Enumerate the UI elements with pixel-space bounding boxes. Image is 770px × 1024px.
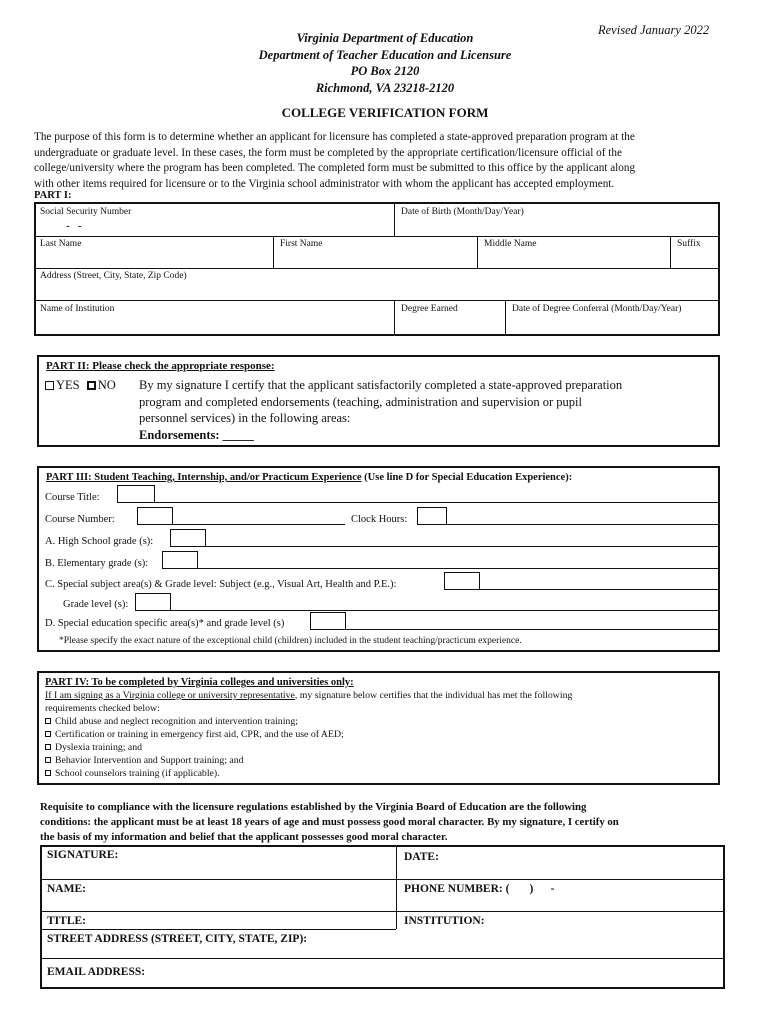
- conferral-input[interactable]: [509, 316, 716, 333]
- requirement-label: Behavior Intervention and Support training; and: [55, 755, 244, 766]
- underline: [171, 610, 718, 611]
- middle-name-label: Middle Name: [484, 239, 537, 249]
- dob-label: Date of Birth (Month/Day/Year): [401, 207, 524, 217]
- requirement-item[interactable]: [45, 754, 572, 767]
- underline: [173, 524, 345, 525]
- title-label: TITLE:: [47, 915, 86, 927]
- divider: [273, 237, 274, 268]
- part3-heading: PART III: Student Teaching, Internship, and/or Practicum Experience: [46, 472, 362, 483]
- requirement-item[interactable]: [45, 741, 572, 754]
- intro-line: undergraduate or graduate level. In these cases, the form must be completed by the appropriate certification/licensure official of the: [34, 146, 622, 159]
- degree-label: Degree Earned: [401, 304, 458, 314]
- date-label: DATE:: [404, 851, 439, 863]
- special-subject-input[interactable]: [444, 572, 480, 590]
- agency-line-1: Virginia Department of Education: [296, 31, 474, 45]
- divider: [477, 237, 478, 268]
- requirement-checkbox[interactable]: [45, 757, 51, 763]
- divider: [41, 879, 724, 880]
- underline: [198, 568, 718, 569]
- special-ed-label: D. Special education specific area(s)* and grade level (s): [45, 618, 285, 629]
- part4-heading: PART IV: To be completed by Virginia colleges and universities only:: [45, 677, 354, 688]
- requirement-checkbox[interactable]: [45, 744, 51, 750]
- cert-line: personnel services) in the following areas:: [139, 411, 351, 425]
- special-ed-input[interactable]: [310, 612, 346, 630]
- requirement-item[interactable]: [45, 728, 572, 741]
- divider: [670, 237, 671, 268]
- no-option[interactable]: [87, 378, 116, 392]
- divider: [41, 911, 724, 912]
- first-name-input[interactable]: [277, 250, 474, 266]
- high-school-input[interactable]: [170, 529, 206, 547]
- underline: [155, 502, 718, 503]
- part2-certification: [139, 377, 719, 443]
- last-name-label: Last Name: [40, 239, 82, 249]
- institution-label: Name of Institution: [40, 304, 115, 314]
- intro-line: The purpose of this form is to determine whether an applicant for licensure has completed a state-approved preparation program at the: [34, 131, 635, 143]
- divider: [505, 301, 506, 335]
- institution-input[interactable]: [38, 316, 391, 333]
- part4-intro: [45, 689, 572, 702]
- course-title-input[interactable]: [117, 485, 155, 503]
- middle-name-input[interactable]: [481, 250, 667, 266]
- underline: [206, 546, 718, 547]
- grade-level-label: Grade level (s):: [63, 599, 129, 610]
- elementary-label: B. Elementary grade (s):: [45, 558, 149, 569]
- requirement-checkbox[interactable]: [45, 731, 51, 737]
- revised-date: Revised January 2022: [598, 23, 710, 37]
- part4-intro-2: requirements checked below:: [45, 703, 160, 714]
- endorsements-field[interactable]: Endorsements: _____: [139, 427, 254, 442]
- yes-no-options: [45, 378, 116, 393]
- no-checkbox[interactable]: [87, 381, 96, 390]
- elementary-input[interactable]: [162, 551, 198, 569]
- first-name-label: First Name: [280, 239, 323, 249]
- underline: [480, 589, 718, 590]
- course-number-label: Course Number:: [45, 514, 115, 525]
- date-input[interactable]: [445, 849, 720, 875]
- divider: [396, 846, 397, 929]
- part1-heading: PART I:: [34, 190, 72, 201]
- yes-checkbox[interactable]: [45, 381, 54, 390]
- phone-label: PHONE NUMBER: ( ) -: [404, 883, 555, 895]
- high-school-label: A. High School grade (s):: [45, 536, 154, 547]
- institution-sig-input[interactable]: [495, 913, 720, 953]
- name-label: NAME:: [47, 883, 86, 895]
- cert-line: By my signature I certify that the applicant satisfactorily completed a state-approved preparation: [139, 378, 623, 392]
- dob-input[interactable]: [398, 220, 716, 234]
- title-input[interactable]: [95, 913, 393, 927]
- intro-line: with other items required for licensure or to the Virginia school administrator with whom the applicant has accepted employment.: [34, 177, 615, 190]
- phone-input[interactable]: [520, 882, 720, 908]
- underline: [447, 524, 718, 525]
- requisite-line: the basis of my information and belief that the applicant possesses good moral character.: [40, 831, 448, 843]
- agency-line-2: Department of Teacher Education and Licensure: [258, 47, 512, 62]
- street-address-input[interactable]: [46, 946, 393, 956]
- divider: [394, 301, 395, 335]
- conferral-label: Date of Degree Conferral (Month/Day/Year): [512, 304, 682, 314]
- yes-option[interactable]: [45, 378, 80, 392]
- institution-sig-label: INSTITUTION:: [404, 915, 485, 927]
- part3-heading-note: (Use line D for Special Education Experience):: [364, 472, 573, 483]
- agency-header: [200, 30, 570, 96]
- course-number-input[interactable]: [137, 507, 173, 525]
- special-subject-label: C. Special subject area(s) & Grade level: Subject (e.g., Visual Art, Health and P.E.):: [45, 579, 397, 590]
- requirement-checkbox[interactable]: [45, 770, 51, 776]
- divider: [394, 203, 395, 236]
- clock-hours-label: Clock Hours:: [351, 514, 408, 525]
- clock-hours-input[interactable]: [417, 507, 447, 525]
- ssn-label: Social Security Number: [40, 207, 132, 217]
- underline: [346, 629, 718, 630]
- signature-input[interactable]: [46, 863, 393, 877]
- suffix-label: Suffix: [677, 239, 701, 249]
- street-address-label: STREET ADDRESS (STREET, CITY, STATE, ZIP):: [47, 933, 308, 945]
- yes-label: YES: [56, 378, 80, 392]
- form-title: COLLEGE VERIFICATION FORM: [281, 105, 489, 120]
- requisite-statement: [40, 800, 619, 845]
- requirement-label: Dyslexia training; and: [55, 742, 143, 753]
- requirement-item[interactable]: [45, 715, 572, 728]
- cert-line: program and completed endorsements (teaching, administration and supervision or pupil: [139, 394, 582, 409]
- grade-level-input[interactable]: [135, 593, 171, 611]
- part2-heading: PART II: Please check the appropriate response:: [46, 360, 275, 372]
- suffix-input[interactable]: [674, 250, 717, 266]
- requirement-label: School counselors training (if applicable).: [55, 768, 220, 779]
- email-label: EMAIL ADDRESS:: [47, 966, 146, 978]
- part3-footnote: *Please specify the exact nature of the exceptional child (children) included in the student teaching/practicum experience.: [59, 636, 522, 646]
- email-input[interactable]: [160, 962, 720, 984]
- requisite-line: conditions: the applicant must be at least 18 years of age and must possess good moral character. By my signature, I certify on: [40, 816, 619, 828]
- requisite-line: Requisite to compliance with the licensure regulations established by the Virginia Board of Education are the following: [40, 801, 587, 813]
- ssn-input[interactable]: - -: [66, 220, 82, 232]
- agency-line-3: PO Box 2120: [350, 64, 420, 78]
- divider: [35, 300, 719, 301]
- divider: [41, 958, 724, 959]
- divider: [41, 929, 396, 930]
- course-title-label: Course Title:: [45, 492, 100, 503]
- part4-intro-rest: , my signature below certifies that the individual has met the following: [294, 690, 573, 701]
- requirement-item[interactable]: [45, 767, 572, 780]
- no-label: NO: [97, 378, 116, 392]
- requirement-label: Child abuse and neglect recognition and intervention training;: [55, 716, 298, 727]
- part4-body: [45, 689, 572, 780]
- last-name-input[interactable]: [38, 250, 270, 266]
- divider: [35, 268, 719, 269]
- address-input[interactable]: [38, 283, 716, 298]
- part3-heading-row: [46, 472, 572, 483]
- address-label: Address (Street, City, State, Zip Code): [40, 271, 187, 281]
- intro-paragraph: [34, 130, 744, 192]
- part4-intro-underlined: If I am signing as a Virginia college or university representative: [45, 690, 295, 701]
- agency-line-4: Richmond, VA 23218-2120: [315, 80, 455, 95]
- signature-label: SIGNATURE:: [47, 849, 119, 861]
- name-input[interactable]: [95, 882, 393, 908]
- requirement-label: Certification or training in emergency first aid, CPR, and the use of AED;: [55, 729, 344, 740]
- degree-input[interactable]: [398, 316, 502, 333]
- requirement-checkbox[interactable]: [45, 718, 51, 724]
- intro-line: college/university where the program has been completed. The completed form must be submitted to this office by the applicant along: [34, 162, 636, 174]
- divider: [35, 236, 719, 237]
